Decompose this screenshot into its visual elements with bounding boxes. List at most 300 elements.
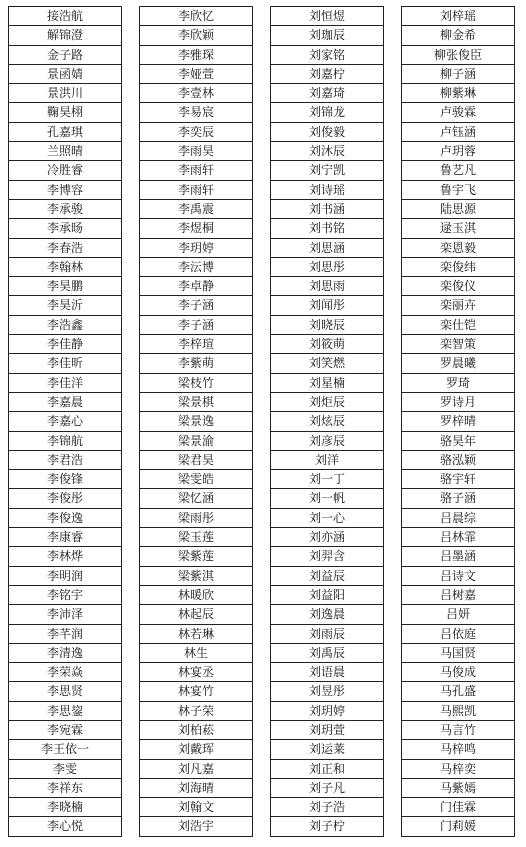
table-row — [271, 103, 384, 122]
table-row — [9, 122, 122, 141]
name-cell: 刘笑燃 — [271, 354, 384, 373]
name-cell: 李承骏 — [9, 199, 122, 218]
table-row — [402, 7, 515, 26]
name-cell: 李紫萌 — [140, 354, 253, 373]
table-row — [9, 740, 122, 759]
table-row — [271, 489, 384, 508]
table-row — [402, 45, 515, 64]
table-row — [140, 373, 253, 392]
table-row — [402, 528, 515, 547]
name-cell: 李祥东 — [9, 778, 122, 797]
name-cell: 冷胜睿 — [9, 161, 122, 180]
table-row — [402, 740, 515, 759]
table-row — [402, 720, 515, 739]
table-row — [9, 335, 122, 354]
name-cell: 李明润 — [9, 566, 122, 585]
table-row — [9, 759, 122, 778]
name-cell: 刘亦涵 — [271, 528, 384, 547]
name-cell: 李娅萱 — [140, 64, 253, 83]
name-cell: 马孔盛 — [402, 682, 515, 701]
table-row — [271, 643, 384, 662]
name-cell: 门莉媛 — [402, 817, 515, 836]
name-cell: 刘星楠 — [271, 373, 384, 392]
name-cell: 马梓鸣 — [402, 740, 515, 759]
name-cell: 刘书涵 — [271, 199, 384, 218]
table-row — [140, 45, 253, 64]
name-cell: 李俊逸 — [9, 508, 122, 527]
table-row — [402, 817, 515, 836]
table-row — [402, 759, 515, 778]
name-cell: 刘逸晨 — [271, 605, 384, 624]
table-row — [9, 199, 122, 218]
name-cell: 刘凡嘉 — [140, 759, 253, 778]
name-cell: 马紫嫣 — [402, 778, 515, 797]
table-row — [140, 508, 253, 527]
name-column-3 — [270, 6, 384, 837]
name-cell: 解锦澄 — [9, 26, 122, 45]
name-cell: 吕晨综 — [402, 508, 515, 527]
name-cell: 李卓静 — [140, 277, 253, 296]
name-cell: 李君浩 — [9, 450, 122, 469]
name-cell: 罗梓晴 — [402, 412, 515, 431]
name-cell: 刘子柠 — [271, 817, 384, 836]
table-row — [402, 547, 515, 566]
name-cell: 梁紫莲 — [140, 547, 253, 566]
name-cell: 梁枝竹 — [140, 373, 253, 392]
table-row — [402, 392, 515, 411]
name-cell: 罗诗月 — [402, 392, 515, 411]
table-row — [9, 238, 122, 257]
table-row — [271, 470, 384, 489]
table-row — [9, 84, 122, 103]
table-row — [402, 470, 515, 489]
name-cell: 刘羿含 — [271, 547, 384, 566]
table-row — [402, 238, 515, 257]
name-cell: 栾俊纬 — [402, 257, 515, 276]
name-cell: 刘一丁 — [271, 470, 384, 489]
name-cell: 李子涵 — [140, 315, 253, 334]
table-row — [402, 373, 515, 392]
name-cell: 景洪川 — [9, 84, 122, 103]
name-cell: 李锦航 — [9, 431, 122, 450]
table-row — [9, 26, 122, 45]
name-cell: 林生 — [140, 643, 253, 662]
name-cell: 梁玉莲 — [140, 528, 253, 547]
table-row — [402, 219, 515, 238]
table-row — [402, 277, 515, 296]
name-table — [270, 6, 384, 837]
name-cell: 林子荣 — [140, 701, 253, 720]
table-row — [271, 663, 384, 682]
table-row — [140, 103, 253, 122]
table-row — [140, 335, 253, 354]
table-row — [402, 412, 515, 431]
table-row — [271, 547, 384, 566]
name-cell: 刘洋 — [271, 450, 384, 469]
name-cell: 李俊锋 — [9, 470, 122, 489]
table-row — [402, 682, 515, 701]
table-row — [271, 122, 384, 141]
table-row — [140, 199, 253, 218]
name-cell: 罗晨曦 — [402, 354, 515, 373]
table-row — [9, 180, 122, 199]
name-cell: 梁景逸 — [140, 412, 253, 431]
name-cell: 鲁宇飞 — [402, 180, 515, 199]
name-cell: 梁雯皓 — [140, 470, 253, 489]
table-row — [402, 296, 515, 315]
name-cell: 林宴丞 — [140, 663, 253, 682]
name-cell: 骆昊年 — [402, 431, 515, 450]
table-row — [9, 778, 122, 797]
table-row — [9, 585, 122, 604]
table-row — [402, 122, 515, 141]
name-cell: 刘闻彤 — [271, 296, 384, 315]
name-cell: 逯玉淇 — [402, 219, 515, 238]
name-cell: 吕妍 — [402, 605, 515, 624]
table-row — [271, 180, 384, 199]
table-row — [140, 238, 253, 257]
table-row — [271, 412, 384, 431]
table-row — [9, 142, 122, 161]
table-row — [271, 566, 384, 585]
table-row — [9, 296, 122, 315]
table-row — [271, 199, 384, 218]
table-row — [140, 663, 253, 682]
name-cell: 门佳霖 — [402, 798, 515, 817]
name-cell: 骆子涵 — [402, 489, 515, 508]
table-row — [9, 624, 122, 643]
name-cell: 李翰林 — [9, 257, 122, 276]
table-row — [140, 605, 253, 624]
table-row — [271, 64, 384, 83]
table-row — [140, 759, 253, 778]
table-row — [9, 431, 122, 450]
name-cell: 鲁艺凡 — [402, 161, 515, 180]
table-row — [140, 778, 253, 797]
table-row — [140, 740, 253, 759]
table-row — [140, 26, 253, 45]
table-row — [9, 412, 122, 431]
name-cell: 刘子凡 — [271, 778, 384, 797]
table-row — [271, 392, 384, 411]
name-cell: 刘思彤 — [271, 257, 384, 276]
table-row — [9, 277, 122, 296]
name-cell: 李俊彤 — [9, 489, 122, 508]
table-row — [9, 315, 122, 334]
table-row — [271, 277, 384, 296]
table-row — [9, 7, 122, 26]
name-cell: 陆思源 — [402, 199, 515, 218]
table-row — [9, 219, 122, 238]
name-cell: 刘禹辰 — [271, 643, 384, 662]
name-cell: 柳张俊臣 — [402, 45, 515, 64]
name-cell: 刘锦龙 — [271, 103, 384, 122]
name-cell: 吕树嘉 — [402, 585, 515, 604]
name-cell: 刘一心 — [271, 508, 384, 527]
table-row — [271, 682, 384, 701]
name-cell: 李承旸 — [9, 219, 122, 238]
name-cell: 李雨轩 — [140, 161, 253, 180]
table-row — [271, 740, 384, 759]
table-row — [140, 122, 253, 141]
table-row — [271, 624, 384, 643]
name-cell: 刘炬辰 — [271, 392, 384, 411]
name-cell: 刘沐辰 — [271, 142, 384, 161]
name-cell: 李芊润 — [9, 624, 122, 643]
name-cell: 李嘉晨 — [9, 392, 122, 411]
table-row — [271, 528, 384, 547]
name-cell: 李雨轩 — [140, 180, 253, 199]
name-table — [401, 6, 515, 837]
name-cell: 李晓楠 — [9, 798, 122, 817]
name-cell: 栾俊仪 — [402, 277, 515, 296]
name-cell: 刘俊毅 — [271, 122, 384, 141]
table-row — [402, 142, 515, 161]
table-row — [271, 84, 384, 103]
table-row — [271, 296, 384, 315]
name-cell: 梁景渝 — [140, 431, 253, 450]
table-row — [140, 7, 253, 26]
name-cell: 刘家铭 — [271, 45, 384, 64]
table-row — [140, 296, 253, 315]
name-cell: 刘书铭 — [271, 219, 384, 238]
name-cell: 刘戴珲 — [140, 740, 253, 759]
table-row — [9, 392, 122, 411]
name-cell: 李壹林 — [140, 84, 253, 103]
name-table — [8, 6, 122, 837]
table-row — [9, 489, 122, 508]
table-row — [402, 354, 515, 373]
name-cell: 李煜桐 — [140, 219, 253, 238]
table-row — [271, 257, 384, 276]
name-cell: 李雯 — [9, 759, 122, 778]
name-cell: 李春浩 — [9, 238, 122, 257]
name-cell: 马俊成 — [402, 663, 515, 682]
table-row — [140, 470, 253, 489]
name-cell: 卢骏霖 — [402, 103, 515, 122]
table-row — [140, 180, 253, 199]
name-cell: 刘益辰 — [271, 566, 384, 585]
table-row — [9, 566, 122, 585]
name-cell: 刘炫辰 — [271, 412, 384, 431]
name-cell: 林暖欣 — [140, 585, 253, 604]
name-cell: 刘雨辰 — [271, 624, 384, 643]
name-cell: 李清逸 — [9, 643, 122, 662]
table-row — [271, 778, 384, 797]
table-row — [9, 450, 122, 469]
table-row — [9, 373, 122, 392]
name-cell: 刘运莱 — [271, 740, 384, 759]
name-cell: 李禹震 — [140, 199, 253, 218]
name-cell: 梁紫淇 — [140, 566, 253, 585]
table-row — [402, 257, 515, 276]
name-cell: 刘海晴 — [140, 778, 253, 797]
table-row — [402, 450, 515, 469]
table-row — [402, 798, 515, 817]
name-cell: 梁景棋 — [140, 392, 253, 411]
table-row — [140, 277, 253, 296]
name-cell: 刘益阳 — [271, 585, 384, 604]
table-row — [9, 528, 122, 547]
name-cell: 李梓瑄 — [140, 335, 253, 354]
name-cell: 栾恩毅 — [402, 238, 515, 257]
name-cell: 李欣颖 — [140, 26, 253, 45]
name-cell: 刘思涵 — [271, 238, 384, 257]
name-cell: 李博容 — [9, 180, 122, 199]
table-row — [140, 701, 253, 720]
name-cell: 李子涵 — [140, 296, 253, 315]
table-row — [140, 64, 253, 83]
table-row — [9, 720, 122, 739]
name-cell: 李浩鑫 — [9, 315, 122, 334]
name-cell: 李欣忆 — [140, 7, 253, 26]
table-row — [140, 798, 253, 817]
name-table — [139, 6, 253, 837]
table-row — [271, 701, 384, 720]
table-row — [402, 566, 515, 585]
table-row — [271, 798, 384, 817]
table-row — [9, 508, 122, 527]
table-row — [9, 701, 122, 720]
name-cell: 李奕辰 — [140, 122, 253, 141]
table-row — [402, 315, 515, 334]
table-row — [140, 489, 253, 508]
name-cell: 李王依一 — [9, 740, 122, 759]
name-cell: 鞠昊栩 — [9, 103, 122, 122]
table-row — [140, 528, 253, 547]
table-row — [140, 412, 253, 431]
table-row — [402, 701, 515, 720]
name-cell: 吕依庭 — [402, 624, 515, 643]
name-cell: 刘珈辰 — [271, 26, 384, 45]
table-row — [140, 585, 253, 604]
table-row — [271, 605, 384, 624]
name-cell: 李沄博 — [140, 257, 253, 276]
name-cell: 刘思雨 — [271, 277, 384, 296]
name-cell: 骆宇轩 — [402, 470, 515, 489]
table-row — [271, 7, 384, 26]
name-cell: 兰照晴 — [9, 142, 122, 161]
table-row — [9, 663, 122, 682]
name-cell: 柳紫琳 — [402, 84, 515, 103]
table-row — [140, 392, 253, 411]
name-cell: 刘嘉柠 — [271, 64, 384, 83]
name-cell: 刘子浩 — [271, 798, 384, 817]
name-cell: 刘昱彤 — [271, 682, 384, 701]
table-row — [271, 508, 384, 527]
name-cell: 李昊沂 — [9, 296, 122, 315]
name-cell: 骆泓颖 — [402, 450, 515, 469]
table-row — [9, 547, 122, 566]
name-cell: 马言竹 — [402, 720, 515, 739]
name-cell: 柳金希 — [402, 26, 515, 45]
table-row — [140, 450, 253, 469]
table-row — [140, 431, 253, 450]
table-row — [140, 142, 253, 161]
name-cell: 刘恒煜 — [271, 7, 384, 26]
table-row — [140, 817, 253, 836]
name-cell: 刘筱萌 — [271, 335, 384, 354]
name-cell: 马梓奕 — [402, 759, 515, 778]
table-row — [9, 45, 122, 64]
name-cell: 李思贤 — [9, 682, 122, 701]
table-row — [140, 257, 253, 276]
table-row — [402, 489, 515, 508]
name-cell: 李荣焱 — [9, 663, 122, 682]
name-column-4 — [401, 6, 515, 837]
table-row — [140, 161, 253, 180]
table-row — [402, 663, 515, 682]
table-row — [271, 720, 384, 739]
table-row — [271, 585, 384, 604]
table-row — [271, 450, 384, 469]
table-row — [140, 643, 253, 662]
table-row — [9, 605, 122, 624]
name-cell: 吕林霏 — [402, 528, 515, 547]
name-cell: 景函婧 — [9, 64, 122, 83]
table-row — [271, 45, 384, 64]
name-cell: 李思鋆 — [9, 701, 122, 720]
name-cell: 李康睿 — [9, 528, 122, 547]
table-row — [140, 682, 253, 701]
name-cell: 林宴竹 — [140, 682, 253, 701]
name-cell: 刘翰文 — [140, 798, 253, 817]
table-row — [9, 257, 122, 276]
table-row — [402, 64, 515, 83]
table-row — [9, 64, 122, 83]
table-row — [402, 26, 515, 45]
name-cell: 李佳昕 — [9, 354, 122, 373]
name-cell: 林若琳 — [140, 624, 253, 643]
table-row — [271, 431, 384, 450]
table-row — [9, 643, 122, 662]
name-cell: 栾仕铠 — [402, 315, 515, 334]
name-cell: 李易宸 — [140, 103, 253, 122]
table-row — [402, 431, 515, 450]
table-row — [402, 605, 515, 624]
table-row — [140, 624, 253, 643]
name-cell: 梁忆涵 — [140, 489, 253, 508]
name-cell: 刘玥萱 — [271, 720, 384, 739]
name-cell: 刘诗瑶 — [271, 180, 384, 199]
name-cell: 吕墨涵 — [402, 547, 515, 566]
table-row — [9, 817, 122, 836]
table-row — [402, 180, 515, 199]
table-row — [9, 798, 122, 817]
name-cell: 金子路 — [9, 45, 122, 64]
table-row — [271, 335, 384, 354]
name-cell: 卢钰涵 — [402, 122, 515, 141]
name-column-1 — [8, 6, 122, 837]
name-cell: 马国贤 — [402, 643, 515, 662]
table-row — [271, 219, 384, 238]
table-row — [271, 354, 384, 373]
name-cell: 李宛霖 — [9, 720, 122, 739]
table-row — [271, 161, 384, 180]
table-row — [140, 219, 253, 238]
table-row — [271, 315, 384, 334]
name-cell: 李佳静 — [9, 335, 122, 354]
name-cell: 李玥婷 — [140, 238, 253, 257]
table-row — [9, 354, 122, 373]
table-row — [9, 161, 122, 180]
name-cell: 罗琦 — [402, 373, 515, 392]
name-cell: 李沛泽 — [9, 605, 122, 624]
table-row — [271, 759, 384, 778]
table-row — [402, 335, 515, 354]
name-cell: 李铭宇 — [9, 585, 122, 604]
name-cell: 李雨昊 — [140, 142, 253, 161]
